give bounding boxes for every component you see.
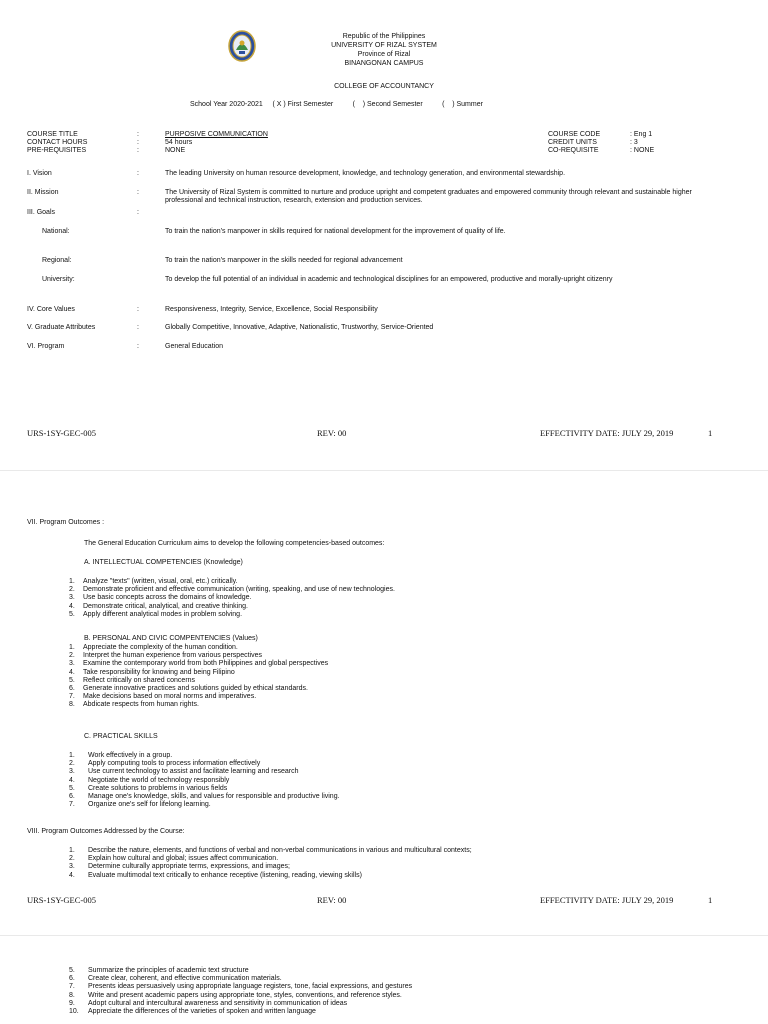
list-item: 4. Demonstrate critical, analytical, and creative thinking. [69,602,248,610]
list-item: 5. Summarize the principles of academic text structure [69,967,249,974]
university-name: UNIVERSITY OF RIZAL SYSTEM [331,42,437,49]
list-item: 7. Make decisions based on moral norms and imperatives. [69,693,257,701]
graduate-attributes-label: V. Graduate Attributes [27,324,96,331]
list-item: 3. Use basic concepts across the domains of knowledge. [69,594,252,602]
effectivity-date: EFFECTIVITY DATE: JULY 29, 2019 [540,895,674,905]
personal-civic-list [69,644,669,710]
colon: : [137,209,139,216]
revision: REV: 00 [317,428,347,438]
corequisite-value: : NONE [630,147,655,154]
intellectual-heading: A. INTELLECTUAL COMPETENCIES (Knowledge) [84,559,243,566]
contact-hours-value: 54 hours [165,139,193,146]
list-item: 10. Appreciate the differences of the varieties of spoken and written language [69,1008,316,1016]
list-item: 2. Interpret the human experience from various perspectives [69,652,262,660]
course-code-label: COURSE CODE [548,131,601,138]
vision-label: I. Vision [27,170,52,177]
national-label: National: [42,228,70,235]
regional-label: Regional: [42,257,72,264]
list-item: 3. Use current technology to assist and facilitate learning and research [69,768,299,776]
course-code-value: : Eng 1 [630,131,653,138]
list-item: 2. Explain how cultural and global; issues affect communication. [69,855,279,863]
program-outcomes-heading: VII. Program Outcomes : [27,519,105,526]
goals-label: III. Goals [27,209,56,216]
list-item: 8. Abdicate respects from human rights. [69,701,199,709]
republic-line: Republic of the Philippines [342,33,426,40]
province-line: Province of Rizal [357,51,411,58]
prerequisites-label: PRE-REQUISITES [27,147,87,154]
contact-hours-label: CONTACT HOURS [27,139,88,146]
practical-skills-heading: C. PRACTICAL SKILLS [84,733,158,740]
document-code: URS-1SY-GEC-005 [27,428,96,438]
course-outcomes-heading: VIII. Program Outcomes Addressed by the Course: [27,828,185,835]
course-title-value: PURPOSIVE COMMUNICATION [165,131,268,138]
list-item: 1. Analyze "texts" (written, visual, oral, etc.) critically. [69,578,238,585]
revision: REV: 00 [317,895,347,905]
mission-text: The University of Rizal System is committed to nurture and produce upright and competent graduates and empowered community through relevant and sustainable higher professional and technical instruction, research, extension and production services. [165,189,692,205]
list-item: 2. Apply computing tools to process information effectively [69,760,261,768]
effectivity-date: EFFECTIVITY DATE: JULY 29, 2019 [540,428,674,438]
list-item: 3. Examine the contemporary world from both Philippines and global perspectives [69,660,329,668]
course-outcomes-list-continued [69,967,729,1016]
page-break [0,935,768,936]
list-item: 1. Describe the nature, elements, and functions of verbal and non-verbal communications in various and multicultural contexts; [69,847,472,854]
colon: : [137,139,139,146]
university-goal-text: To develop the full potential of an individual in academic and technological disciplines for an empowered, productive and morally-upright citizenry [165,276,613,283]
list-item: 7. Presents ideas persuasively using appropriate language registers, tone, facial expressions, and gestures [69,983,413,991]
list-item: 5. Create solutions to problems in various fields [69,784,228,792]
university-goal-label: University: [42,276,75,283]
credit-units-value: : 3 [630,139,638,146]
list-item: 6. Manage one's knowledge, skills, and values for responsible and productive living. [69,793,340,801]
course-title-label: COURSE TITLE [27,131,78,138]
document-code: URS-1SY-GEC-005 [27,895,96,905]
intellectual-list [69,578,669,619]
list-item: 1. Work effectively in a group. [69,752,173,759]
colon: : [137,131,139,138]
campus-line: BINANGONAN CAMPUS [344,60,424,67]
graduate-attributes-text: Globally Competitive, Innovative, Adaptive, Nationalistic, Trustworthy, Service-Oriented [165,324,434,331]
list-item: 3. Determine culturally appropriate terms, expressions, and images; [69,863,290,871]
list-item: 8. Write and present academic papers using appropriate tone, styles, conventions, and reference styles. [69,991,402,999]
list-item: 4. Take responsibility for knowing and being Filipino [69,668,235,676]
list-item: 6. Create clear, coherent, and effective communication materials. [69,975,282,983]
personal-civic-heading: B. PERSONAL AND CIVIC COMPENTENCIES (Values) [84,635,258,642]
page-number: 1 [708,428,713,438]
national-text: To train the nation's manpower in skills required for national development for the improvement of quality of life. [165,228,506,235]
list-item: 4. Evaluate multimodal text critically to enhance receptive (listening, reading, viewing skills) [69,871,362,879]
program-text: General Education [165,343,223,350]
program-label: VI. Program [27,343,65,350]
course-outcomes-list [69,847,709,880]
mission-label: II. Mission [27,189,59,196]
corequisite-label: CO-REQUISITE [548,147,599,154]
practical-skills-list [69,752,669,809]
school-year-line: School Year 2020-2021 ( X ) First Semester ( ) Second Semester ( ) Summer [190,101,483,108]
core-values-label: IV. Core Values [27,306,75,313]
list-item: 1. Appreciate the complexity of the human condition. [69,644,238,651]
list-item: 7. Organize one's self for lifelong learning. [69,801,211,809]
colon: : [137,306,139,313]
vision-text: The leading University on human resource development, knowledge, and technology generation, and environmental stewardship. [165,170,566,177]
outcomes-intro: The General Education Curriculum aims to develop the following competencies-based outcomes: [84,540,385,547]
list-item: 4. Negotiate the world of technology responsibly [69,776,230,784]
prerequisites-value: NONE [165,147,186,154]
colon: : [137,170,139,177]
list-item: 2. Demonstrate proficient and effective communication (writing, speaking, and use of new technologies. [69,586,395,594]
page-break [0,470,768,471]
regional-text: To train the nation's manpower in the skills needed for regional advancement [165,257,403,264]
page-number: 1 [708,895,713,905]
core-values-text: Responsiveness, Integrity, Service, Excellence, Social Responsibility [165,306,378,313]
colon: : [137,324,139,331]
credit-units-label: CREDIT UNITS [548,139,597,146]
colon: : [137,343,139,350]
list-item: 5. Apply different analytical modes in problem solving. [69,610,243,618]
colon: : [137,189,139,196]
colon: : [137,147,139,154]
college-name: COLLEGE OF ACCOUNTANCY [334,83,434,90]
list-item: 6. Generate innovative practices and solutions guided by ethical standards. [69,685,308,693]
list-item: 5. Reflect critically on shared concerns [69,676,196,684]
list-item: 9. Adopt cultural and intercultural awareness and sensitivity in communication of ideas [69,999,348,1007]
